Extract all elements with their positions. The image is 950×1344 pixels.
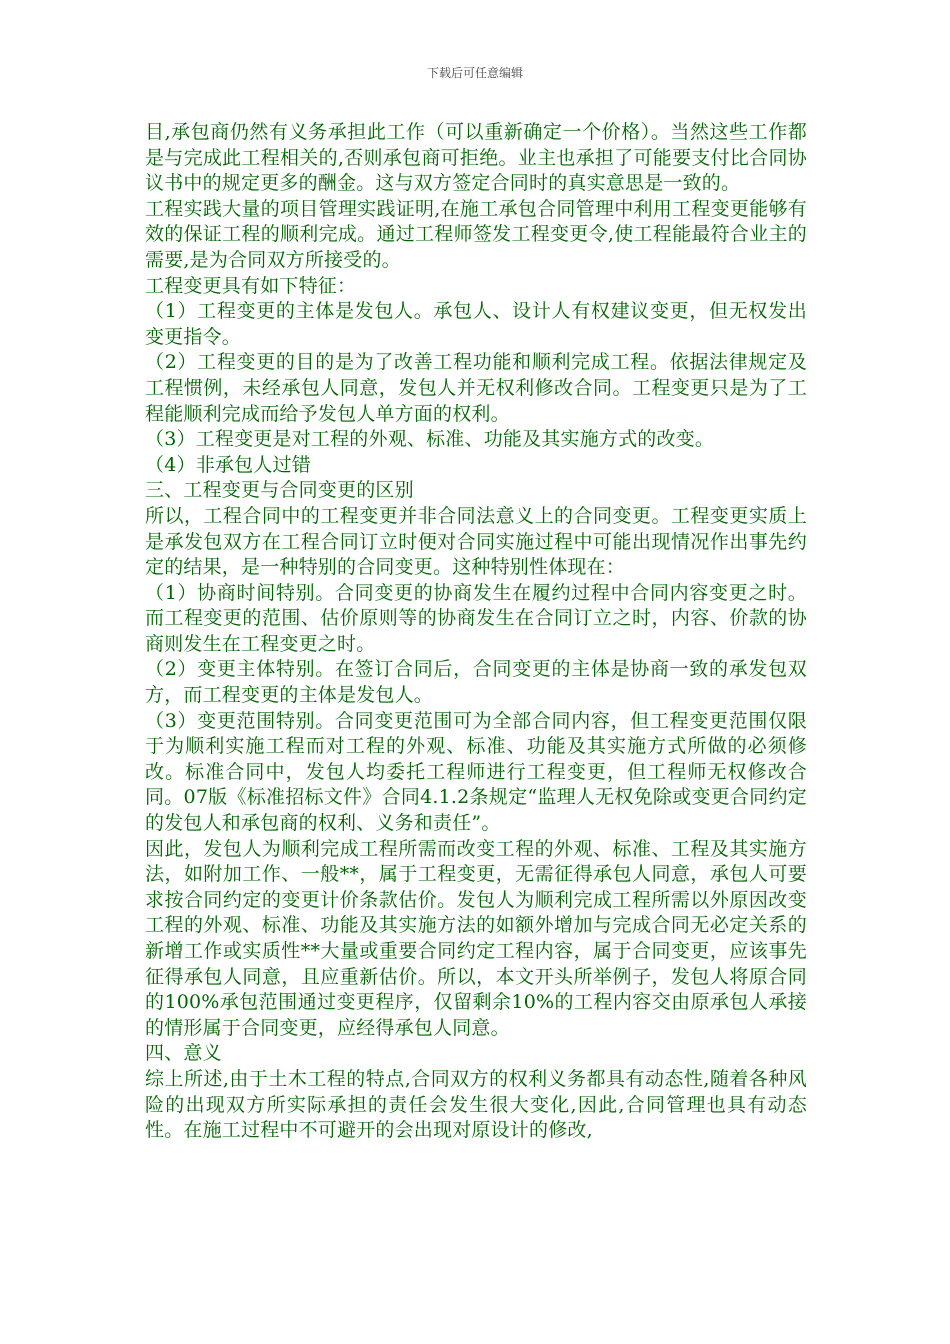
paragraph: 综上所述,由于土木工程的特点,合同双方的权利义务都具有动态性,随着各种风险的出现双方所实际承担的责任会发生很大变化,因此,合同管理也具有动态性。在施工过程中不可避开的会出现对原设计的修改, bbox=[145, 1067, 807, 1142]
list-item: （3）变更范围特别。合同变更范围可为全部合同内容，但工程变更范围仅限于为顺利实施工程而对工程的外观、标准、功能及其实施方式所做的必须修改。标准合同中，发包人均委托工程师进行工程变更，但工程师无权修改合同。07版《标准招标文件》合同4.1.2条规定“监理人无权免除或变更合同约定的发包人和承包商的权利、义务和责任”。 bbox=[145, 709, 807, 835]
list-item: （2）变更主体特别。在签订合同后，合同变更的主体是协商一致的承发包双方，而工程变更的主体是发包人。 bbox=[145, 658, 807, 707]
section-heading: 四、意义 bbox=[145, 1042, 222, 1065]
list-item: （4）非承包人过错 bbox=[145, 453, 311, 476]
page-header: 下载后可任意编辑 bbox=[426, 66, 523, 80]
list-item: （2）工程变更的目的是为了改善工程功能和顺利完成工程。依据法律规定及工程惯例，未经承包人同意，发包人并无权利修改合同。工程变更只是为了工程能顺利完成而给予发包人单方面的权利。 bbox=[145, 351, 807, 425]
list-item: （1）协商时间特别。合同变更的协商发生在履约过程中合同内容变更之时。而工程变更的范围、估价原则等的协商发生在合同订立之时，内容、价款的协商则发生在工程变更之时。 bbox=[145, 581, 807, 655]
list-item: （3）工程变更是对工程的外观、标准、功能及其实施方式的改变。 bbox=[145, 428, 715, 451]
paragraph: 所以，工程合同中的工程变更并非合同法意义上的合同变更。工程变更实质上是承发包双方在工程合同订立时便对合同实施过程中可能出现情况作出事先约定的结果，是一种特别的合同变更。这种特别性体现在： bbox=[145, 504, 807, 579]
paragraph: 因此，发包人为顺利完成工程所需而改变工程的外观、标准、工程及其实施方法，如附加工作、一般**，属于工程变更，无需征得承包人同意，承包人可要求按合同约定的变更计价条款估价。发包人为顺利完成工程所需以外原因改变工程的外观、标准、功能及其实施方法的如额外增加与完成合同无必定关系的新增工作或实质性**大量或重要合同约定工程内容，属于合同变更，应该事先征得承包人同意，且应重新估价。所以，本文开头所举例子，发包人将原合同的100%承包范围通过变更程序，仅留剩余10%的工程内容交由原承包人承接的情形属于合同变更，应经得承包人同意。 bbox=[145, 837, 807, 1039]
list-item: （1）工程变更的主体是发包人。承包人、设计人有权建议变更，但无权发出变更指令。 bbox=[145, 300, 807, 348]
section-heading: 三、工程变更与合同变更的区别 bbox=[145, 479, 414, 502]
document-body bbox=[145, 120, 807, 1144]
paragraph: 工程实践大量的项目管理实践证明,在施工承包合同管理中利用工程变更能够有效的保证工程的顺利完成。通过工程师签发工程变更令,使工程能最符合业主的需要,是为合同双方所接受的。 bbox=[145, 197, 807, 271]
paragraph: 工程变更具有如下特征： bbox=[145, 274, 357, 297]
paragraph: 目,承包商仍然有义务承担此工作（可以重新确定一个价格）。当然这些工作都是与完成此工程相关的,否则承包商可拒绝。业主也承担了可能要支付比合同协议书中的规定更多的酬金。这与双方签定合同时的真实意思是一致的。 bbox=[145, 121, 807, 195]
